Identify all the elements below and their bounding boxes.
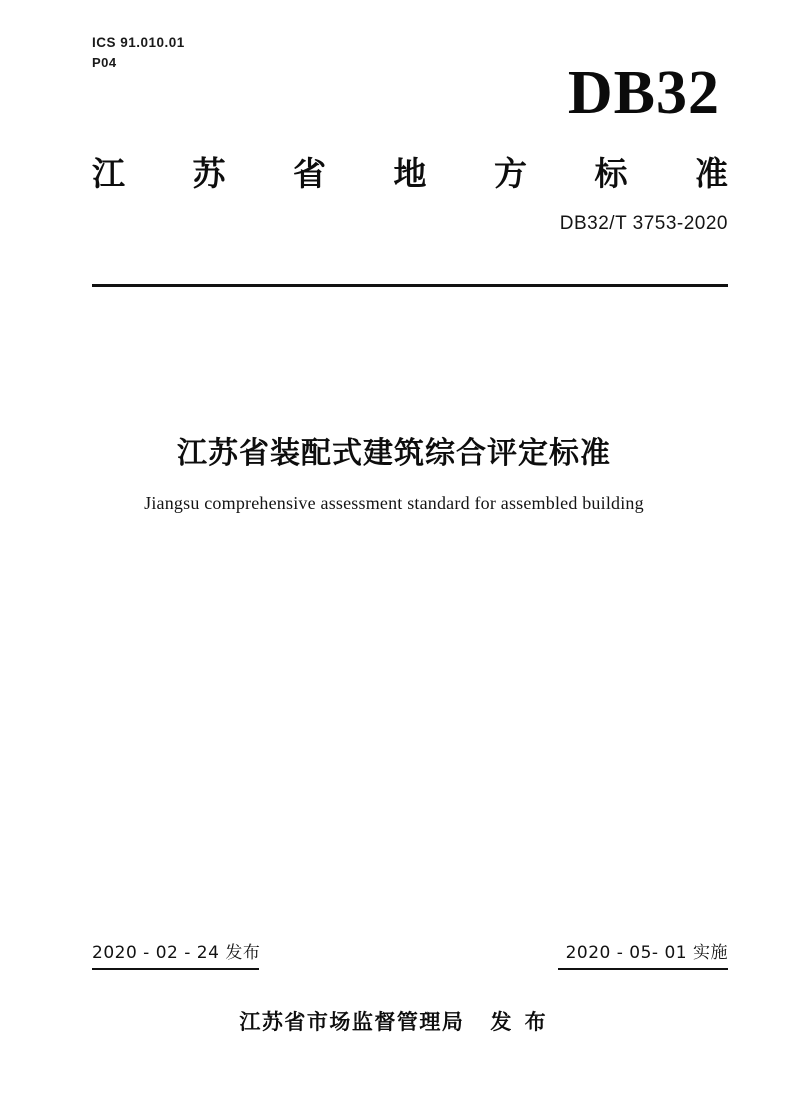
- province-standard-heading: [92, 148, 728, 195]
- issue-date-underline: [92, 968, 259, 970]
- province-char-6: 标: [594, 154, 628, 193]
- standard-mark: DB32: [567, 59, 720, 127]
- header-divider: [92, 284, 728, 287]
- province-char-2: 苏: [192, 154, 226, 193]
- province-char-1: 江: [92, 154, 125, 193]
- publish-verb: 发 布: [490, 1010, 549, 1034]
- effective-date-underline: [558, 968, 728, 970]
- ics-block: [92, 34, 185, 72]
- publisher-name: 江苏省市场监督管理局: [239, 1010, 465, 1034]
- standard-number: DB32/T 3753-2020: [559, 213, 728, 234]
- page-subtitle: Jiangsu comprehensive assessment standard for assembled building: [144, 493, 644, 513]
- issue-date: 2020 - 02 - 24 发布: [92, 943, 261, 963]
- ics-code: ICS 91.010.01: [92, 35, 185, 50]
- province-char-7: 准: [695, 154, 728, 193]
- date-row: [92, 938, 728, 963]
- effective-date: 2020 - 05- 01 实施: [565, 943, 728, 963]
- classification-code: P04: [92, 55, 117, 71]
- province-char-5: 方: [494, 154, 527, 193]
- page-title: 江苏省装配式建筑综合评定标准: [177, 436, 611, 471]
- province-char-3: 省: [293, 154, 326, 193]
- province-char-4: 地: [393, 154, 427, 193]
- publisher-line: [0, 1006, 788, 1036]
